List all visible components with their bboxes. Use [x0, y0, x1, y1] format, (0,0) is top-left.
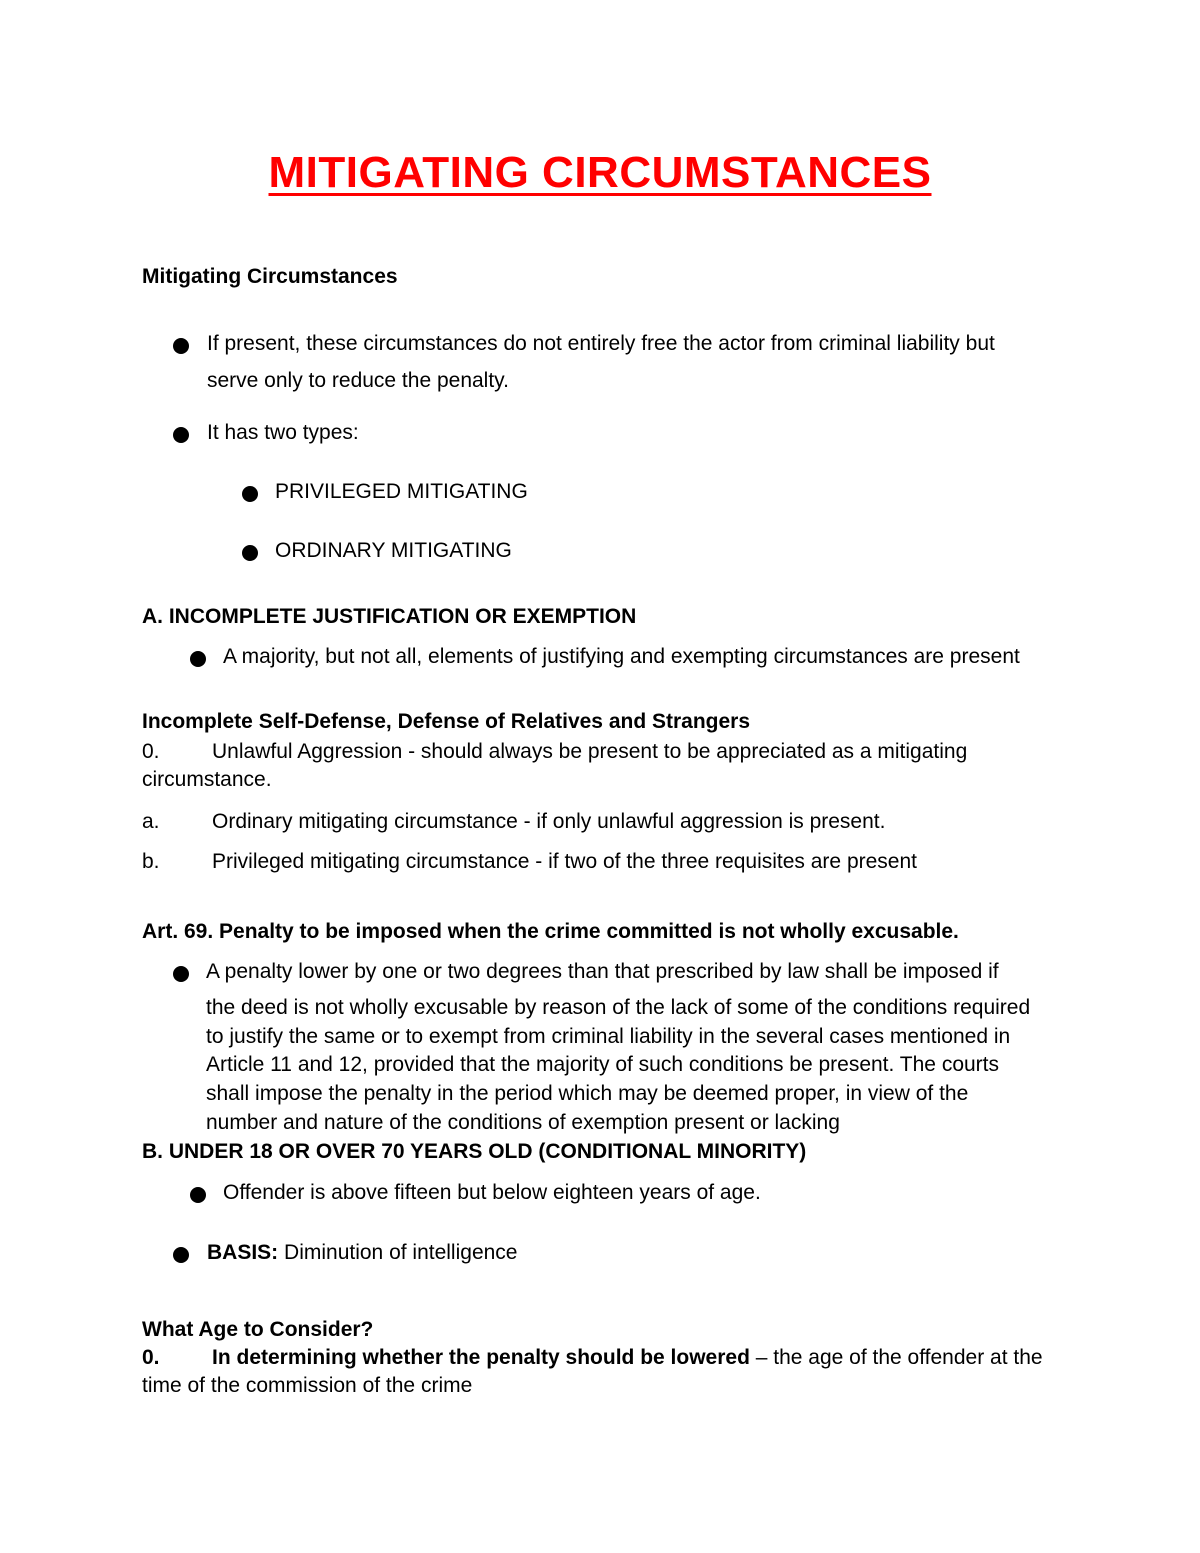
art69-line-4: Article 11 and 12, provided that the majority of such conditions be present. The courts: [206, 1053, 1000, 1076]
type-privileged: PRIVILEGED MITIGATING: [275, 480, 528, 503]
bullet-icon: [190, 651, 206, 667]
bullet-icon: [190, 1187, 206, 1203]
age-item-text: [212, 1346, 1043, 1370]
list-marker: b.: [142, 850, 160, 873]
art69-line-1: A penalty lower by one or two degrees than that prescribed by law shall be imposed if: [206, 960, 999, 983]
list-item-unlawful-aggression: Unlawful Aggression - should always be present to be appreciated as a mitigating: [212, 740, 968, 763]
art69-line-6: number and nature of the conditions of exemption present or lacking: [206, 1111, 840, 1134]
bullet-text-majority: A majority, but not all, elements of justifying and exempting circumstances are present: [223, 645, 1020, 668]
bullet-text-types: It has two types:: [207, 421, 359, 444]
art69-line-2: the deed is not wholly excusable by reason of the lack of some of the conditions required: [206, 996, 1031, 1019]
list-item-unlawful-aggression-cont: circumstance.: [142, 768, 272, 791]
page-title: MITIGATING CIRCUMSTANCES: [268, 148, 932, 197]
bullet-icon: [242, 486, 258, 502]
bullet-text-offender-age: Offender is above fifteen but below eighteen years of age.: [223, 1181, 761, 1204]
section-heading-self-defense: Incomplete Self-Defense, Defense of Relatives and Strangers: [142, 710, 751, 733]
bullet-icon: [173, 966, 189, 982]
art69-line-3: to justify the same or to exempt from criminal liability in the several cases mentioned in: [206, 1025, 1011, 1048]
basis-label: BASIS:: [207, 1241, 279, 1264]
art69-line-5: shall impose the penalty in the period which may be deemed proper, in view of the: [206, 1082, 969, 1105]
age-item-cont: time of the commission of the crime: [142, 1374, 473, 1397]
bullet-icon: [173, 427, 189, 443]
bullet-text-definition-cont: serve only to reduce the penalty.: [207, 369, 509, 392]
bullet-icon: [173, 1247, 189, 1263]
list-item-ordinary: Ordinary mitigating circumstance - if only unlawful aggression is present.: [212, 810, 886, 833]
type-ordinary: ORDINARY MITIGATING: [275, 539, 512, 562]
bullet-icon: [173, 338, 189, 354]
list-item-privileged: Privileged mitigating circumstance - if two of the three requisites are present: [212, 850, 917, 873]
section-heading-mitigating: Mitigating Circumstances: [142, 265, 398, 288]
basis-text: Diminution of intelligence: [278, 1241, 518, 1264]
section-heading-a: A. INCOMPLETE JUSTIFICATION OR EXEMPTION: [142, 605, 637, 628]
list-marker: a.: [142, 810, 160, 833]
bullet-text-definition: If present, these circumstances do not entirely free the actor from criminal liability but: [207, 332, 995, 355]
section-heading-age: What Age to Consider?: [142, 1318, 374, 1341]
age-item-rest: – the age of the offender at the: [749, 1346, 1043, 1369]
bullet-icon: [242, 545, 258, 561]
section-heading-art69: Art. 69. Penalty to be imposed when the crime committed is not wholly excusable.: [142, 920, 959, 943]
age-item-bold: In determining whether the penalty should be lowered: [212, 1346, 750, 1369]
section-heading-b: B. UNDER 18 OR OVER 70 YEARS OLD (CONDITIONAL MINORITY): [142, 1140, 807, 1163]
list-marker: 0.: [142, 740, 160, 763]
bullet-text-basis: [207, 1241, 517, 1265]
list-marker: 0.: [142, 1346, 160, 1369]
